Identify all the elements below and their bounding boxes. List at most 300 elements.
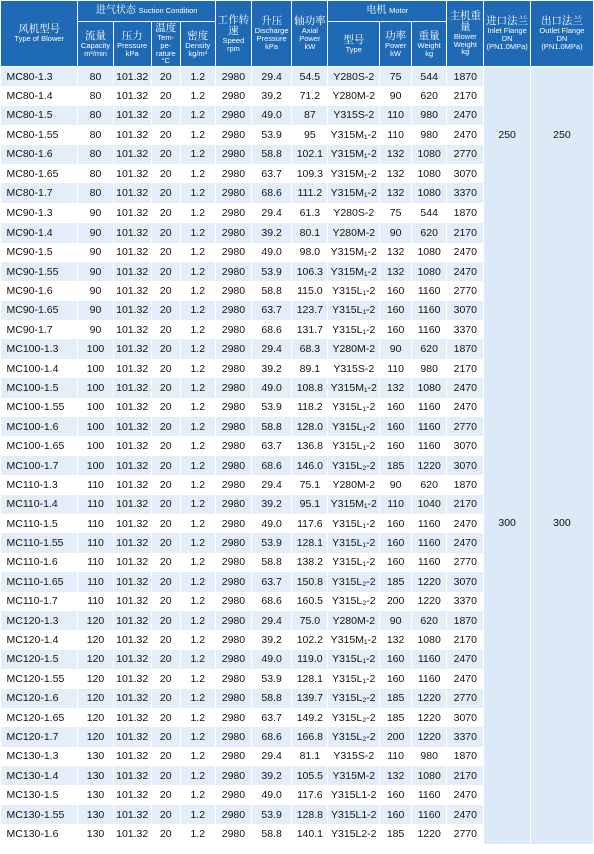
cell-motor-power: 75 (380, 203, 412, 223)
cell-blower-weight: 3370 (447, 183, 484, 203)
cell-pressure: 101.32 (113, 436, 151, 455)
cell-blower-weight: 1870 (447, 747, 484, 766)
cell-motor-type: Y315L₂-2 (328, 689, 380, 708)
cell-blower-weight: 2170 (447, 766, 484, 785)
cell-temperature: 20 (151, 630, 180, 649)
cell-capacity: 120 (78, 611, 113, 630)
cell-motor-type: Y315L₁-2 (328, 301, 380, 320)
cell-speed: 2980 (215, 203, 251, 223)
cell-capacity: 100 (78, 436, 113, 455)
cell-model: MC90-1.3 (1, 203, 78, 223)
cell-blower-weight: 2770 (447, 689, 484, 708)
cell-blower-weight: 2770 (447, 145, 484, 164)
cell-motor-weight: 1160 (412, 281, 447, 300)
cell-temperature: 20 (151, 106, 180, 125)
cell-motor-type: Y280M-2 (328, 223, 380, 242)
cell-capacity: 90 (78, 320, 113, 339)
cell-capacity: 120 (78, 650, 113, 669)
cell-speed: 2980 (215, 572, 251, 591)
cell-pressure: 101.32 (113, 514, 151, 533)
cell-axial-power: 61.3 (292, 203, 328, 223)
cell-density: 1.2 (180, 164, 215, 183)
cell-motor-weight: 1080 (412, 243, 447, 262)
cell-temperature: 20 (151, 475, 180, 494)
cell-speed: 2980 (215, 378, 251, 397)
cell-capacity: 110 (78, 592, 113, 611)
cell-model: MC80-1.7 (1, 183, 78, 203)
cell-capacity: 100 (78, 456, 113, 475)
cell-axial-power: 138.2 (292, 553, 328, 572)
cell-motor-type: Y315L₂-2 (328, 456, 380, 475)
cell-axial-power: 95.1 (292, 495, 328, 514)
cell-discharge-pressure: 68.6 (252, 727, 292, 746)
cell-outlet-flange: 250 (530, 67, 593, 204)
cell-axial-power: 105.5 (292, 766, 328, 785)
cell-discharge-pressure: 58.8 (252, 145, 292, 164)
cell-temperature: 20 (151, 320, 180, 339)
cell-density: 1.2 (180, 572, 215, 591)
cell-blower-weight: 2470 (447, 243, 484, 262)
cell-pressure: 101.32 (113, 572, 151, 591)
col-outlet-flange: 出口法兰 Outlet Flange DN (PN1.0MPa) (530, 1, 593, 67)
cell-motor-weight: 1080 (412, 262, 447, 281)
cell-density: 1.2 (180, 475, 215, 494)
cell-axial-power: 80.1 (292, 223, 328, 242)
cell-blower-weight: 1870 (447, 67, 484, 87)
cell-blower-weight: 2470 (447, 514, 484, 533)
cell-capacity: 130 (78, 824, 113, 843)
cell-speed: 2980 (215, 592, 251, 611)
cell-density: 1.2 (180, 398, 215, 417)
cell-blower-weight: 3370 (447, 727, 484, 746)
cell-discharge-pressure: 49.0 (252, 514, 292, 533)
cell-motor-power: 160 (380, 650, 412, 669)
cell-density: 1.2 (180, 67, 215, 87)
cell-speed: 2980 (215, 766, 251, 785)
cell-model: MC80-1.55 (1, 125, 78, 144)
cell-discharge-pressure: 49.0 (252, 785, 292, 804)
cell-discharge-pressure: 58.8 (252, 553, 292, 572)
cell-motor-power: 200 (380, 727, 412, 746)
cell-blower-weight: 2470 (447, 378, 484, 397)
cell-pressure: 101.32 (113, 689, 151, 708)
cell-density: 1.2 (180, 592, 215, 611)
cell-model: MC110-1.4 (1, 495, 78, 514)
cell-discharge-pressure: 29.4 (252, 747, 292, 766)
cell-motor-weight: 1080 (412, 183, 447, 203)
cell-motor-weight: 1220 (412, 727, 447, 746)
cell-motor-power: 160 (380, 398, 412, 417)
cell-temperature: 20 (151, 533, 180, 552)
col-motor-power: 功率 Power kW (380, 22, 412, 67)
cell-blower-weight: 3070 (447, 572, 484, 591)
cell-model: MC110-1.6 (1, 553, 78, 572)
cell-speed: 2980 (215, 824, 251, 843)
cell-temperature: 20 (151, 203, 180, 223)
cell-pressure: 101.32 (113, 553, 151, 572)
cell-density: 1.2 (180, 145, 215, 164)
cell-density: 1.2 (180, 320, 215, 339)
cell-axial-power: 131.7 (292, 320, 328, 339)
cell-density: 1.2 (180, 611, 215, 630)
cell-model: MC120-1.4 (1, 630, 78, 649)
cell-density: 1.2 (180, 183, 215, 203)
cell-motor-weight: 1080 (412, 378, 447, 397)
cell-capacity: 80 (78, 86, 113, 105)
cell-temperature: 20 (151, 747, 180, 766)
cell-blower-weight: 2770 (447, 553, 484, 572)
cell-motor-power: 132 (380, 378, 412, 397)
cell-discharge-pressure: 39.2 (252, 630, 292, 649)
cell-density: 1.2 (180, 747, 215, 766)
cell-capacity: 90 (78, 262, 113, 281)
cell-discharge-pressure: 63.7 (252, 708, 292, 727)
cell-motor-weight: 1220 (412, 592, 447, 611)
cell-blower-weight: 2770 (447, 824, 484, 843)
cell-pressure: 101.32 (113, 106, 151, 125)
cell-motor-type: Y315S-2 (328, 747, 380, 766)
cell-pressure: 101.32 (113, 533, 151, 552)
cell-discharge-pressure: 63.7 (252, 572, 292, 591)
cell-motor-weight: 1160 (412, 514, 447, 533)
cell-discharge-pressure: 29.4 (252, 339, 292, 358)
cell-motor-power: 160 (380, 553, 412, 572)
table-row (1, 203, 594, 223)
col-speed: 工作转速 Speed rpm (215, 1, 251, 67)
cell-discharge-pressure: 39.2 (252, 495, 292, 514)
cell-discharge-pressure: 39.2 (252, 223, 292, 242)
cell-motor-type: Y315S-2 (328, 359, 380, 378)
cell-axial-power: 128.1 (292, 533, 328, 552)
cell-temperature: 20 (151, 611, 180, 630)
cell-pressure: 101.32 (113, 301, 151, 320)
cell-motor-power: 110 (380, 106, 412, 125)
cell-axial-power: 139.7 (292, 689, 328, 708)
cell-temperature: 20 (151, 727, 180, 746)
cell-density: 1.2 (180, 359, 215, 378)
cell-discharge-pressure: 53.9 (252, 669, 292, 688)
cell-speed: 2980 (215, 611, 251, 630)
cell-motor-weight: 1160 (412, 785, 447, 804)
cell-model: MC110-1.3 (1, 475, 78, 494)
cell-density: 1.2 (180, 553, 215, 572)
cell-model: MC110-1.5 (1, 514, 78, 533)
cell-blower-weight: 2170 (447, 359, 484, 378)
cell-motor-type: Y315M₁-2 (328, 630, 380, 649)
col-blower-type: 风机型号 Type of Blower (1, 1, 78, 67)
cell-temperature: 20 (151, 281, 180, 300)
cell-axial-power: 71.2 (292, 86, 328, 105)
cell-model: MC100-1.3 (1, 339, 78, 358)
cell-capacity: 80 (78, 145, 113, 164)
cell-discharge-pressure: 58.8 (252, 417, 292, 436)
cell-temperature: 20 (151, 145, 180, 164)
cell-motor-type: Y315M₁-2 (328, 145, 380, 164)
cell-motor-weight: 980 (412, 106, 447, 125)
cell-axial-power: 119.0 (292, 650, 328, 669)
cell-discharge-pressure: 63.7 (252, 436, 292, 455)
cell-pressure: 101.32 (113, 145, 151, 164)
cell-speed: 2980 (215, 669, 251, 688)
cell-motor-weight: 1160 (412, 398, 447, 417)
cell-motor-weight: 1160 (412, 417, 447, 436)
cell-pressure: 101.32 (113, 125, 151, 144)
cell-motor-power: 185 (380, 456, 412, 475)
cell-motor-weight: 544 (412, 67, 447, 87)
col-inlet-flange: 进口法兰 Inlet Flange DN (PN1.0MPa) (484, 1, 530, 67)
cell-temperature: 20 (151, 436, 180, 455)
cell-capacity: 100 (78, 339, 113, 358)
cell-speed: 2980 (215, 339, 251, 358)
cell-motor-power: 132 (380, 630, 412, 649)
cell-discharge-pressure: 63.7 (252, 164, 292, 183)
cell-density: 1.2 (180, 339, 215, 358)
cell-model: MC120-1.55 (1, 669, 78, 688)
cell-motor-power: 90 (380, 611, 412, 630)
cell-capacity: 120 (78, 669, 113, 688)
cell-motor-weight: 1220 (412, 824, 447, 843)
cell-speed: 2980 (215, 785, 251, 804)
cell-motor-type: Y315M₁-2 (328, 495, 380, 514)
cell-model: MC120-1.3 (1, 611, 78, 630)
cell-discharge-pressure: 53.9 (252, 262, 292, 281)
cell-motor-weight: 620 (412, 611, 447, 630)
cell-pressure: 101.32 (113, 164, 151, 183)
cell-density: 1.2 (180, 495, 215, 514)
cell-blower-weight: 2470 (447, 805, 484, 824)
cell-pressure: 101.32 (113, 592, 151, 611)
cell-axial-power: 166.8 (292, 727, 328, 746)
cell-speed: 2980 (215, 553, 251, 572)
cell-pressure: 101.32 (113, 223, 151, 242)
col-motor-type: 型号 Type (328, 22, 380, 67)
cell-capacity: 110 (78, 572, 113, 591)
cell-blower-weight: 3070 (447, 164, 484, 183)
cell-motor-power: 90 (380, 339, 412, 358)
cell-model: MC120-1.65 (1, 708, 78, 727)
cell-model: MC130-1.5 (1, 785, 78, 804)
cell-density: 1.2 (180, 650, 215, 669)
cell-speed: 2980 (215, 805, 251, 824)
cell-axial-power: 81.1 (292, 747, 328, 766)
cell-motor-type: Y315L1-2 (328, 805, 380, 824)
cell-capacity: 130 (78, 747, 113, 766)
cell-speed: 2980 (215, 320, 251, 339)
cell-blower-weight: 2470 (447, 125, 484, 144)
cell-density: 1.2 (180, 669, 215, 688)
cell-motor-power: 160 (380, 533, 412, 552)
cell-speed: 2980 (215, 301, 251, 320)
cell-motor-power: 90 (380, 223, 412, 242)
cell-motor-type: Y280M-2 (328, 339, 380, 358)
cell-pressure: 101.32 (113, 203, 151, 223)
cell-motor-power: 75 (380, 67, 412, 87)
cell-motor-power: 110 (380, 747, 412, 766)
cell-capacity: 100 (78, 378, 113, 397)
cell-discharge-pressure: 68.6 (252, 183, 292, 203)
cell-temperature: 20 (151, 417, 180, 436)
cell-axial-power: 111.2 (292, 183, 328, 203)
cell-temperature: 20 (151, 164, 180, 183)
col-axial-power: 轴功率 Axial Power kW (292, 1, 328, 67)
cell-pressure: 101.32 (113, 281, 151, 300)
cell-blower-weight: 2470 (447, 398, 484, 417)
cell-motor-type: Y315L₁-2 (328, 650, 380, 669)
cell-outlet-flange: 300 (530, 203, 593, 843)
cell-speed: 2980 (215, 747, 251, 766)
cell-motor-type: Y315M₁-2 (328, 183, 380, 203)
cell-temperature: 20 (151, 359, 180, 378)
cell-speed: 2980 (215, 417, 251, 436)
cell-motor-type: Y315L₁-2 (328, 281, 380, 300)
cell-discharge-pressure: 63.7 (252, 301, 292, 320)
cell-axial-power: 95 (292, 125, 328, 144)
cell-pressure: 101.32 (113, 475, 151, 494)
cell-pressure: 101.32 (113, 785, 151, 804)
cell-density: 1.2 (180, 785, 215, 804)
cell-blower-weight: 2170 (447, 223, 484, 242)
cell-blower-weight: 3070 (447, 456, 484, 475)
cell-temperature: 20 (151, 243, 180, 262)
cell-discharge-pressure: 39.2 (252, 359, 292, 378)
cell-model: MC100-1.65 (1, 436, 78, 455)
cell-motor-power: 185 (380, 572, 412, 591)
cell-capacity: 100 (78, 417, 113, 436)
cell-motor-weight: 620 (412, 223, 447, 242)
cell-motor-weight: 1080 (412, 164, 447, 183)
cell-axial-power: 115.0 (292, 281, 328, 300)
cell-pressure: 101.32 (113, 417, 151, 436)
cell-model: MC80-1.3 (1, 67, 78, 87)
cell-axial-power: 102.2 (292, 630, 328, 649)
col-temperature: 温度 Tem- pe- rature °C (151, 22, 180, 67)
cell-motor-power: 132 (380, 164, 412, 183)
cell-blower-weight: 2770 (447, 417, 484, 436)
cell-discharge-pressure: 39.2 (252, 86, 292, 105)
cell-speed: 2980 (215, 223, 251, 242)
cell-motor-type: Y280M-2 (328, 86, 380, 105)
cell-motor-weight: 1160 (412, 320, 447, 339)
cell-speed: 2980 (215, 281, 251, 300)
cell-motor-weight: 1080 (412, 630, 447, 649)
cell-motor-power: 185 (380, 824, 412, 843)
cell-speed: 2980 (215, 727, 251, 746)
cell-axial-power: 146.0 (292, 456, 328, 475)
cell-temperature: 20 (151, 805, 180, 824)
cell-axial-power: 149.2 (292, 708, 328, 727)
col-motor-weight: 重量 Weight kg (412, 22, 447, 67)
cell-motor-type: Y315M₁-2 (328, 164, 380, 183)
cell-speed: 2980 (215, 708, 251, 727)
cell-density: 1.2 (180, 727, 215, 746)
cell-capacity: 110 (78, 495, 113, 514)
cell-motor-power: 132 (380, 243, 412, 262)
cell-pressure: 101.32 (113, 766, 151, 785)
cell-motor-power: 110 (380, 359, 412, 378)
cell-discharge-pressure: 58.8 (252, 824, 292, 843)
cell-temperature: 20 (151, 125, 180, 144)
cell-pressure: 101.32 (113, 727, 151, 746)
cell-pressure: 101.32 (113, 824, 151, 843)
cell-motor-power: 90 (380, 475, 412, 494)
cell-axial-power: 106.3 (292, 262, 328, 281)
cell-density: 1.2 (180, 456, 215, 475)
cell-temperature: 20 (151, 262, 180, 281)
cell-motor-type: Y280M-2 (328, 475, 380, 494)
cell-temperature: 20 (151, 301, 180, 320)
cell-motor-weight: 1220 (412, 572, 447, 591)
col-motor: 电机 Motor (328, 1, 447, 22)
table-header (1, 1, 594, 67)
cell-motor-type: Y315M-2 (328, 766, 380, 785)
cell-density: 1.2 (180, 824, 215, 843)
cell-pressure: 101.32 (113, 669, 151, 688)
cell-motor-type: Y315L₂-2 (328, 592, 380, 611)
cell-capacity: 90 (78, 203, 113, 223)
cell-density: 1.2 (180, 301, 215, 320)
cell-temperature: 20 (151, 553, 180, 572)
cell-motor-weight: 1220 (412, 708, 447, 727)
table-row (1, 67, 594, 87)
cell-density: 1.2 (180, 805, 215, 824)
cell-motor-type: Y315M₁-2 (328, 262, 380, 281)
cell-discharge-pressure: 49.0 (252, 650, 292, 669)
cell-motor-type: Y315L₁-2 (328, 669, 380, 688)
cell-speed: 2980 (215, 514, 251, 533)
cell-motor-weight: 1220 (412, 456, 447, 475)
cell-capacity: 100 (78, 398, 113, 417)
cell-discharge-pressure: 53.9 (252, 533, 292, 552)
cell-motor-type: Y315L₂-2 (328, 708, 380, 727)
cell-motor-type: Y315S-2 (328, 106, 380, 125)
cell-speed: 2980 (215, 106, 251, 125)
cell-capacity: 80 (78, 125, 113, 144)
cell-density: 1.2 (180, 436, 215, 455)
cell-temperature: 20 (151, 223, 180, 242)
cell-speed: 2980 (215, 436, 251, 455)
col-density: 密度 Density kg/m³ (180, 22, 215, 67)
col-pressure: 压力 Pressure kPa (113, 22, 151, 67)
cell-motor-type: Y315M₁-2 (328, 125, 380, 144)
cell-blower-weight: 2170 (447, 86, 484, 105)
cell-capacity: 110 (78, 475, 113, 494)
cell-temperature: 20 (151, 689, 180, 708)
cell-temperature: 20 (151, 456, 180, 475)
cell-motor-power: 160 (380, 320, 412, 339)
cell-axial-power: 117.6 (292, 785, 328, 804)
cell-axial-power: 128.8 (292, 805, 328, 824)
cell-motor-power: 160 (380, 805, 412, 824)
cell-pressure: 101.32 (113, 456, 151, 475)
cell-blower-weight: 2470 (447, 785, 484, 804)
cell-motor-weight: 1160 (412, 669, 447, 688)
cell-motor-weight: 980 (412, 359, 447, 378)
cell-blower-weight: 2470 (447, 533, 484, 552)
cell-pressure: 101.32 (113, 262, 151, 281)
cell-pressure: 101.32 (113, 650, 151, 669)
cell-axial-power: 128.0 (292, 417, 328, 436)
cell-motor-weight: 1160 (412, 436, 447, 455)
cell-capacity: 90 (78, 223, 113, 242)
cell-axial-power: 136.8 (292, 436, 328, 455)
cell-temperature: 20 (151, 785, 180, 804)
cell-motor-weight: 620 (412, 86, 447, 105)
cell-motor-type: Y315L₁-2 (328, 533, 380, 552)
cell-discharge-pressure: 58.8 (252, 281, 292, 300)
cell-speed: 2980 (215, 145, 251, 164)
cell-density: 1.2 (180, 106, 215, 125)
cell-capacity: 90 (78, 243, 113, 262)
